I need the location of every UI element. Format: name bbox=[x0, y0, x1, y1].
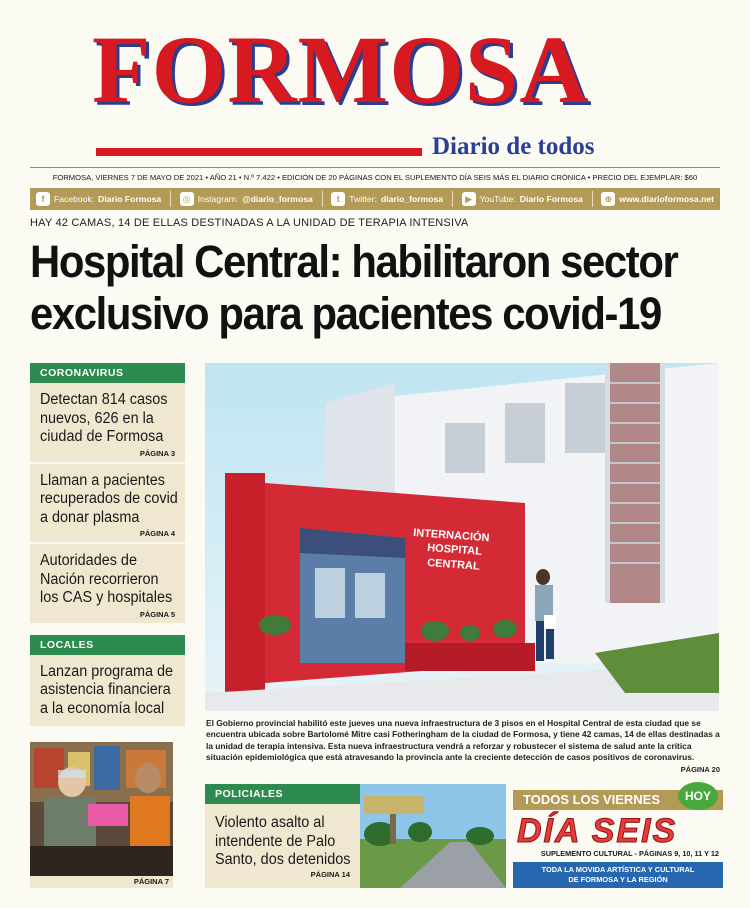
policiales-block[interactable] bbox=[205, 784, 360, 888]
policiales-page: PÁGINA 14 bbox=[310, 869, 350, 879]
social-label: Twitter: bbox=[349, 194, 377, 204]
main-photo[interactable] bbox=[205, 363, 719, 711]
globe-icon: ⊕ bbox=[601, 192, 615, 206]
caption-page: PÁGINA 20 bbox=[680, 765, 720, 775]
promo-hoy-badge: HOY bbox=[678, 782, 718, 810]
section-tab-policiales: POLICIALES bbox=[205, 784, 360, 804]
brief-page: PÁGINA 3 bbox=[139, 448, 175, 458]
brief-title: Detectan 814 casos nuevos, 626 en la ciudad de Formosa bbox=[40, 391, 168, 445]
policiales-title: Violento asalto al intendente de Palo Santo, dos detenidos bbox=[215, 814, 351, 868]
section-tab-coronavirus: CORONAVIRUS bbox=[30, 363, 185, 383]
social-label: Facebook: bbox=[54, 194, 95, 204]
social-youtube[interactable] bbox=[462, 192, 583, 206]
lead-headline[interactable]: Hospital Central: habilitaron sector exclusivo para pacientes covid-19 bbox=[30, 236, 678, 339]
divider bbox=[452, 191, 453, 207]
twitter-icon: t bbox=[331, 192, 345, 206]
policiales-photo[interactable] bbox=[360, 784, 506, 888]
social-value: www.diarioformosa.net bbox=[619, 194, 714, 204]
social-instagram[interactable] bbox=[180, 192, 313, 206]
promo-bottom-banner bbox=[513, 862, 723, 888]
brief-item[interactable] bbox=[30, 464, 185, 545]
promo-top-banner: TODOS LOS VIERNES bbox=[513, 790, 723, 810]
newspaper-logo[interactable]: FORMOSA bbox=[92, 16, 590, 123]
divider bbox=[592, 191, 593, 207]
social-website[interactable] bbox=[601, 192, 714, 206]
policiales-body bbox=[205, 804, 360, 888]
social-value: Diario Formosa bbox=[98, 194, 162, 204]
promo-bottom-line-2: DE FORMOSA Y LA REGIÓN bbox=[568, 875, 668, 884]
sign-line-1: INTERNACIÓN bbox=[412, 527, 490, 545]
sign-line-3: CENTRAL bbox=[426, 557, 481, 573]
social-facebook[interactable] bbox=[36, 192, 161, 206]
section-tab-locales: LOCALES bbox=[30, 635, 185, 655]
masthead bbox=[0, 0, 750, 168]
caption-text: El Gobierno provincial habilitó este jueves una nueva infraestructura de 3 pisos en el Hospital Central de esta ciudad que se encuentra ubicada sobre Bartolomé Mitre casi Fotheringham de la ciudad de Formosa, y tiene 42 camas, 14 de ellas destinadas a la unidad de terapia intensiva. Esta nueva infraestructura vendrá a reforzar y robustecer el sistema de salud ante la crítica situación epidemiológica que está atravesando la provincia ante la creciente detección de casos positivos de coronavirus. bbox=[206, 718, 720, 762]
tagline: Diario de todos bbox=[432, 133, 595, 160]
social-label: Instagram: bbox=[197, 194, 239, 204]
divider bbox=[322, 191, 323, 207]
lead-caption bbox=[206, 718, 720, 775]
youtube-icon: ▶ bbox=[462, 192, 476, 206]
social-value: @diario_formosa bbox=[242, 194, 313, 204]
lead-kicker: HAY 42 CAMAS, 14 DE ELLAS DESTINADAS A LA UNIDAD DE TERAPIA INTENSIVA bbox=[30, 217, 469, 229]
brief-item[interactable] bbox=[30, 655, 185, 729]
locales-photo[interactable] bbox=[30, 742, 173, 876]
social-value: diario_formosa bbox=[380, 194, 444, 204]
brief-page: PÁGINA 5 bbox=[139, 609, 175, 619]
locales-page: PÁGINA 7 bbox=[30, 876, 173, 888]
brief-item[interactable] bbox=[30, 544, 185, 625]
dateline: FORMOSA, VIERNES 7 DE MAYO DE 2021 • AÑO 21 • N.º 7.422 • EDICIÓN DE 20 PÁGINAS CON EL SUPLEMENTO DÍA SEIS MÁS EL DIARIO CRÓNICA • PRECIO DEL EJEMPLAR: $60 bbox=[30, 167, 720, 187]
divider bbox=[170, 191, 171, 207]
social-value: Diario Formosa bbox=[519, 194, 583, 204]
logo-underline bbox=[96, 148, 422, 156]
brief-title: Llaman a pacientes recuperados de covid a donar plasma bbox=[40, 471, 178, 526]
promo-subtitle: SUPLEMENTO CULTURAL - PÁGINAS 9, 10, 11 Y 12 bbox=[540, 849, 719, 858]
sign-line-2: HOSPITAL bbox=[426, 542, 483, 558]
brief-page: PÁGINA 4 bbox=[139, 529, 175, 538]
brief-item[interactable] bbox=[30, 383, 185, 464]
facebook-icon: f bbox=[36, 192, 50, 206]
brief-title: Lanzan programa de asistencia financiera a la economía local bbox=[40, 662, 174, 717]
social-twitter[interactable] bbox=[331, 192, 443, 206]
social-label: YouTube: bbox=[479, 194, 516, 204]
instagram-icon: ◎ bbox=[180, 192, 194, 206]
dia-seis-promo[interactable] bbox=[513, 782, 723, 888]
brief-title: Autoridades de Nación recorrieron los CAS y hospitales bbox=[40, 552, 173, 606]
social-bar bbox=[30, 188, 720, 210]
left-column bbox=[30, 363, 185, 728]
promo-bottom-line-1: TODA LA MOVIDA ARTÍSTICA Y CULTURAL bbox=[541, 865, 695, 874]
promo-title: DÍA SEIS bbox=[517, 812, 678, 850]
